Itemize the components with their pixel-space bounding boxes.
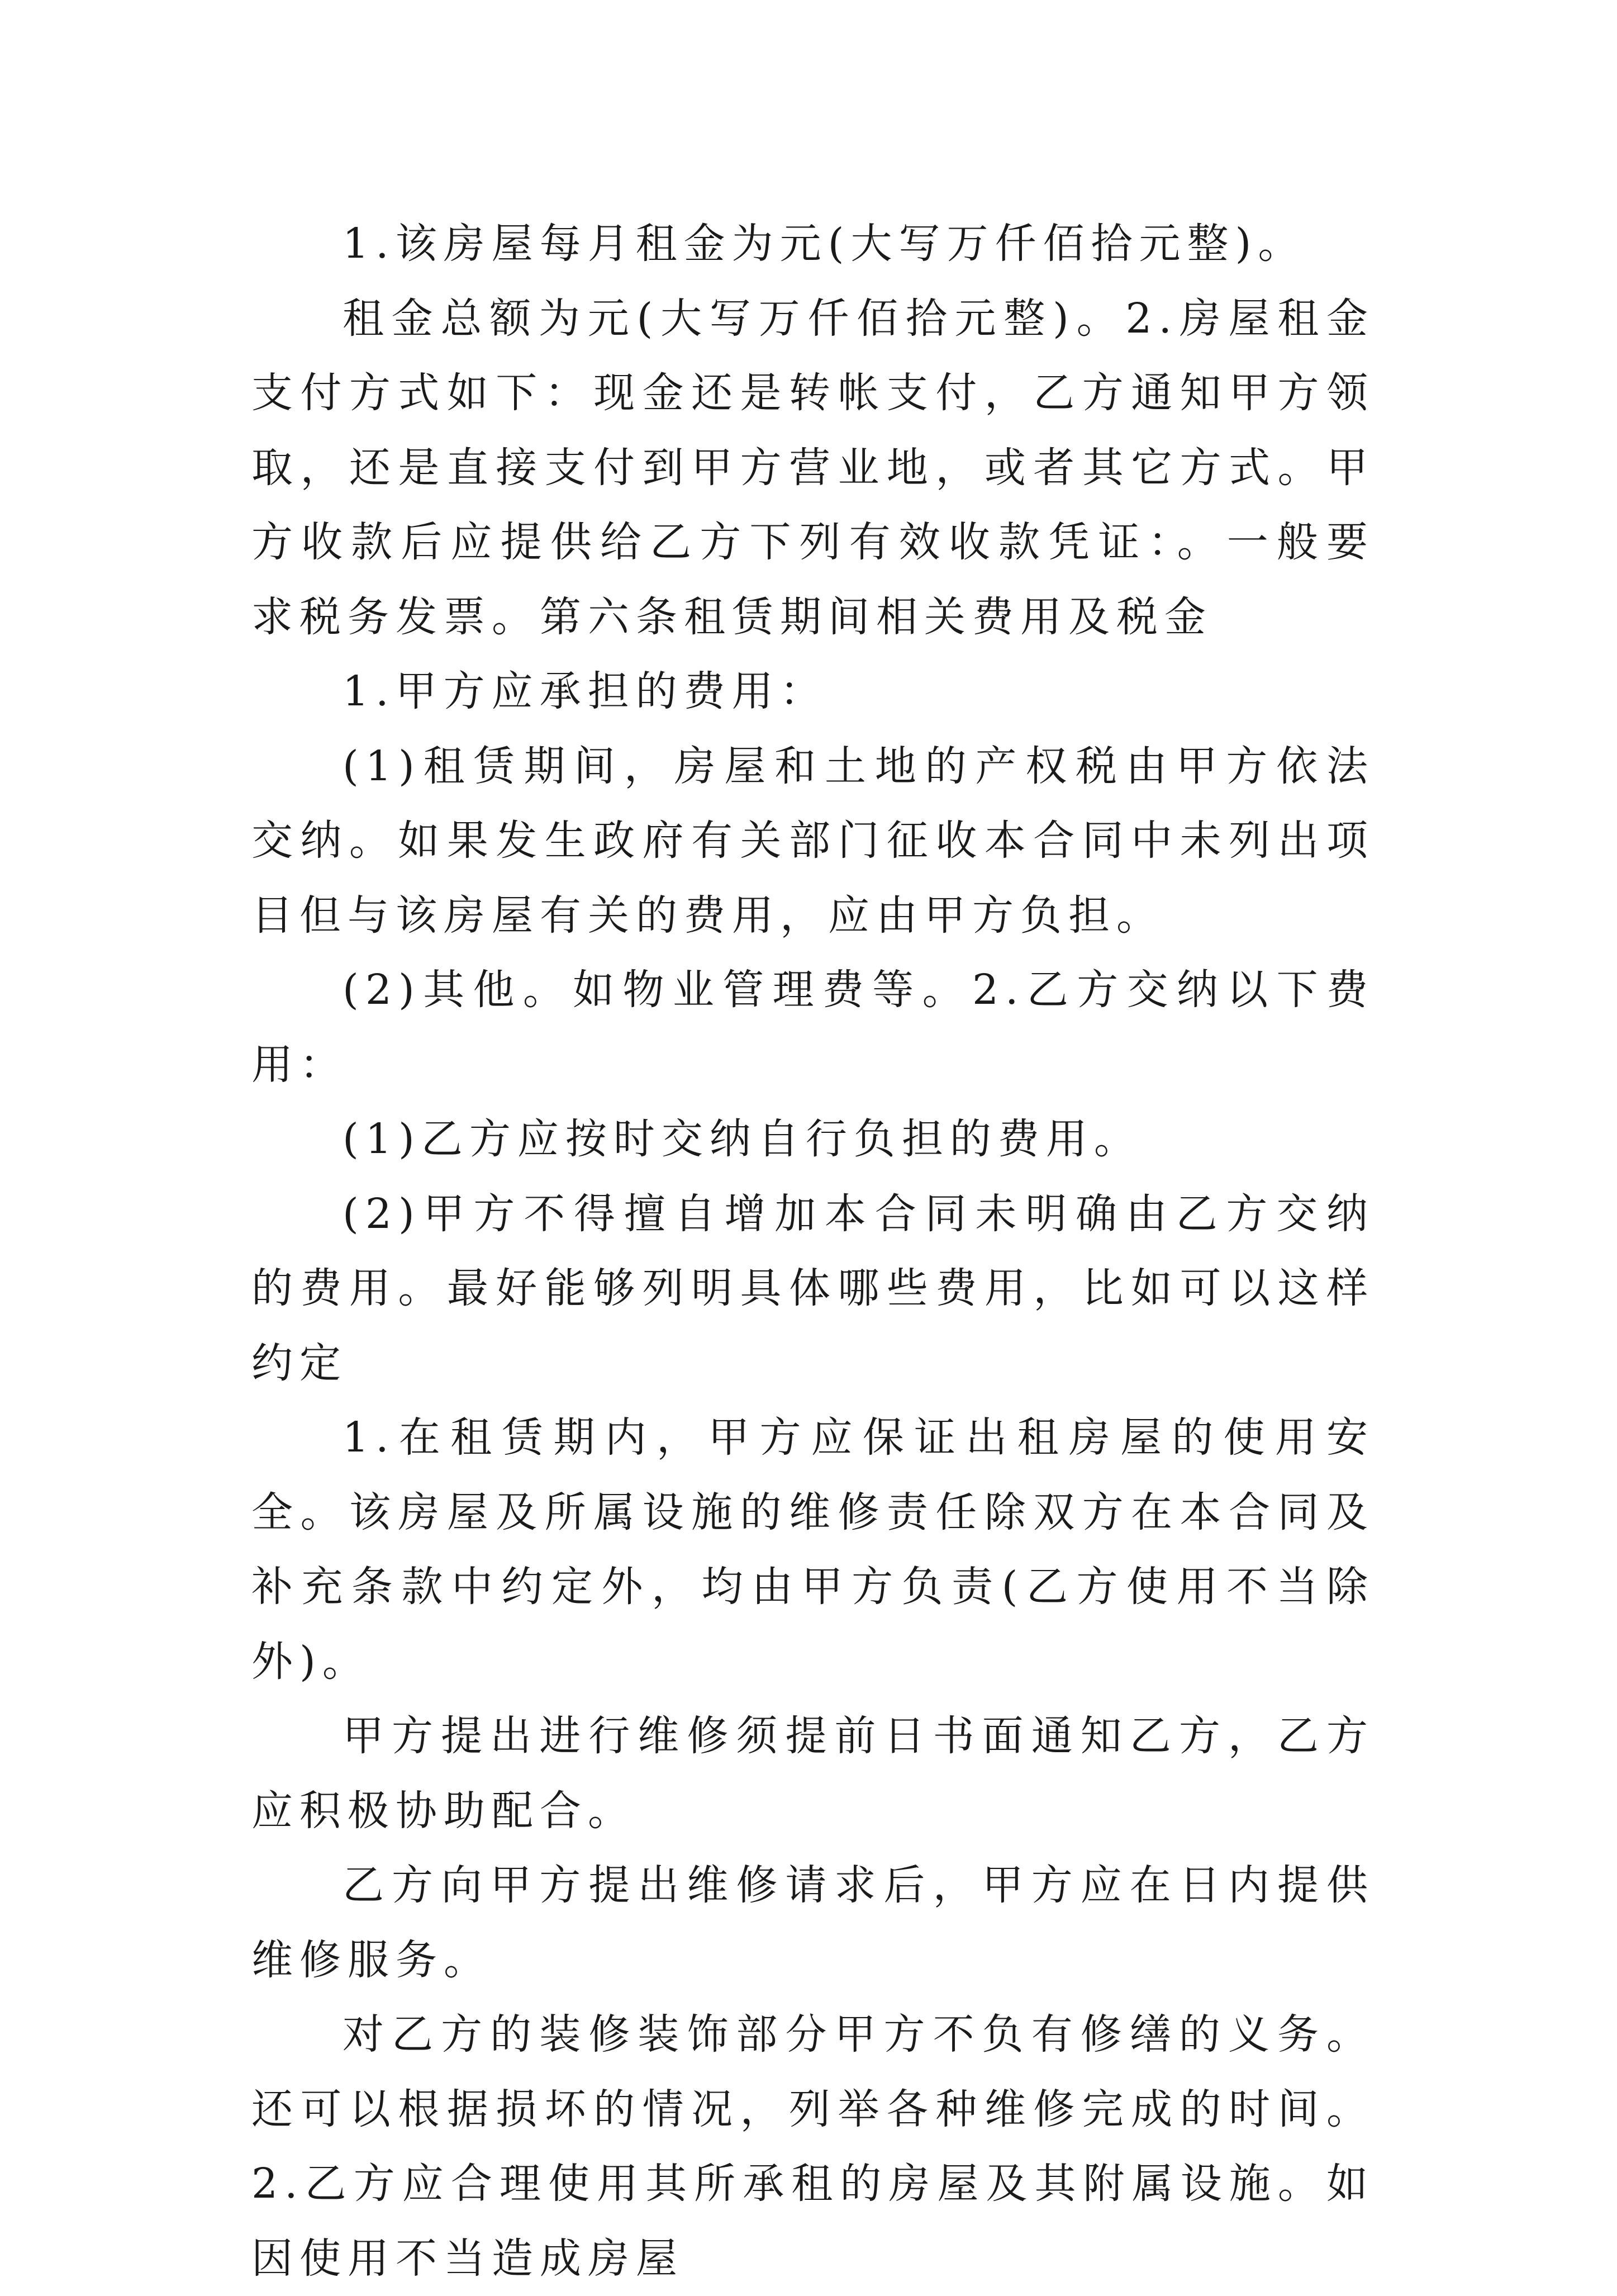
paragraph-rent-payment: 租金总额为元(大写万仟佰拾元整)。2.房屋租金支付方式如下：现金还是转帐支付，乙方通知甲方领取，还是直接支付到甲方营业地，或者其它方式。甲方收款后应提供给乙方下列有效收款凭证：。一般要求税务发票。第六条租赁期间相关费用及税金 <box>251 294 1375 641</box>
paragraph-other-fees: (2)其他。如物业管理费等。2.乙方交纳以下费用： <box>251 966 1375 1089</box>
paragraph-property-tax: (1)租赁期间，房屋和土地的产权税由甲方依法交纳。如果发生政府有关部门征收本合同中未列出项目但与该房屋有关的费用，应由甲方负担。 <box>251 742 1375 940</box>
paragraph-decoration-repair: 对乙方的装修装饰部分甲方不负有修缮的义务。还可以根据损坏的情况，列举各种维修完成的时间。2.乙方应合理使用其所承租的房屋及其附属设施。如因使用不当造成房屋 <box>251 2010 1375 2283</box>
paragraph-monthly-rent: 1.该房屋每月租金为元(大写万仟佰拾元整)。 <box>343 220 1306 268</box>
document-body <box>251 207 1375 2296</box>
paragraph-party-b-fees: (1)乙方应按时交纳自行负担的费用。 <box>343 1115 1142 1163</box>
paragraph-repair-notice: 甲方提出进行维修须提前日书面通知乙方，乙方应积极协助配合。 <box>251 1712 1375 1835</box>
paragraph-safety-maintenance: 1.在租赁期内，甲方应保证出租房屋的使用安全。该房屋及所属设施的维修责任除双方在本合同及补充条款中约定外，均由甲方负责(乙方使用不当除外)。 <box>251 1413 1375 1686</box>
paragraph-no-extra-fees: (2)甲方不得擅自增加本合同未明确由乙方交纳的费用。最好能够列明具体哪些费用，比如可以这样约定 <box>251 1189 1375 1387</box>
paragraph-party-a-fees: 1.甲方应承担的费用： <box>343 667 828 715</box>
paragraph-repair-request: 乙方向甲方提出维修请求后，甲方应在日内提供维修服务。 <box>251 1861 1375 1984</box>
